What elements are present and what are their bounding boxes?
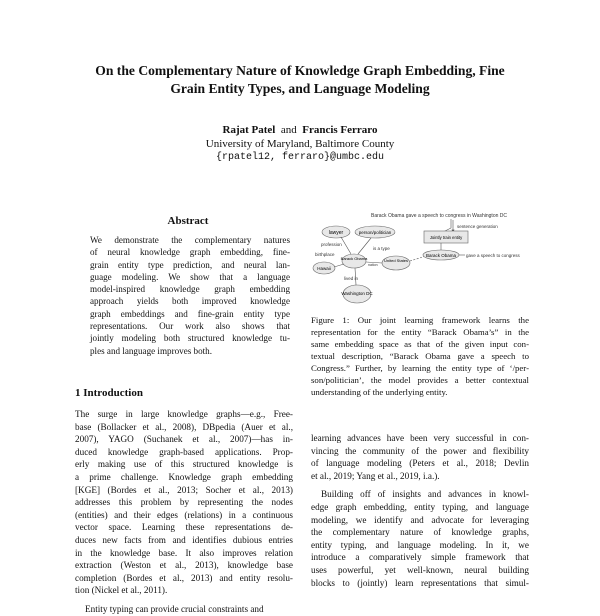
abstract-line: approach yields both improved knowledge xyxy=(90,296,290,307)
paper-title xyxy=(60,62,540,98)
edge-label: profession xyxy=(321,242,342,247)
abstract-line: representations. Our work also shows that xyxy=(90,321,290,332)
body-line: vector space. Learning these representations de- xyxy=(75,522,293,533)
body-line: tion (Nickel et al., 2011). xyxy=(75,585,168,596)
edge-line xyxy=(341,237,351,254)
body-line: Entity typing can provide crucial constraints and xyxy=(85,603,264,614)
abstract-line: ples and language improves both. xyxy=(90,345,212,356)
body-line: of language modeling (Peters et al., 2018; Devlin xyxy=(311,458,529,469)
author-block xyxy=(100,123,500,165)
caption-line: same embedding space as that of the given input con- xyxy=(311,339,529,349)
body-line: [KGE] (Bordes et al., 2013; Socher et al., 2013) xyxy=(75,484,293,495)
body-line: blocks to (jointly) learn representations that simul- xyxy=(311,577,529,588)
figure-caption xyxy=(311,314,529,398)
node-label: lawyer xyxy=(328,230,344,236)
right-column-text xyxy=(311,432,529,589)
affiliation: University of Maryland, Baltimore County xyxy=(205,138,395,150)
body-line: vincing the community of the power and flexibility xyxy=(311,445,529,456)
edge-label: gave a speech to congress xyxy=(466,253,520,258)
body-line: entity typing, and language modeling. In it, we xyxy=(311,539,529,550)
author-name: Francis Ferraro xyxy=(302,124,378,136)
section-heading-introduction: 1 Introduction xyxy=(75,387,143,399)
body-line: in the knowledge base. It also improves relation xyxy=(75,547,293,558)
node-label: Washington DC xyxy=(341,291,373,296)
body-line: modeling, we identify and advocate for leveraging xyxy=(311,514,529,525)
body-line: edge graph embedding, entity typing, and language xyxy=(311,501,529,512)
node-label: Barack Obama xyxy=(425,253,457,258)
edge-label: nation xyxy=(368,263,378,267)
edge-label: lived in xyxy=(344,276,359,281)
caption-line: representation for the entity “Barack Obama’s” in the xyxy=(311,327,529,337)
figure-sentence: Barack Obama gave a speech to congress in Washington DC xyxy=(371,213,507,219)
abstract-line: model-inspired knowledge graph embedding xyxy=(90,284,290,295)
edge-line xyxy=(334,264,344,267)
caption-line: understanding of the underlying entity. xyxy=(311,387,448,397)
body-line: addresses this problem by representing the nodes xyxy=(75,497,293,508)
node-label: United States xyxy=(383,258,409,263)
edge-label: is a type xyxy=(373,246,390,251)
title-line: Grain Entity Types, and Language Modeling xyxy=(170,81,430,96)
abstract-line: We demonstrate the complementary natures xyxy=(90,235,290,245)
body-line: introduce a comparatively simple framework that xyxy=(311,552,529,563)
abstract-line: guage modeling. We show that a language xyxy=(90,271,290,282)
author-name: Rajat Patel xyxy=(222,124,276,136)
title-line: On the Complementary Nature of Knowledge Graph Embedding, Fine xyxy=(95,63,505,78)
edge-line xyxy=(410,256,426,261)
node-label: Hawaii xyxy=(317,266,331,271)
abstract-body xyxy=(90,234,290,357)
author-and: and xyxy=(280,124,297,136)
body-line: duced knowledge graph-based applications. Prop- xyxy=(75,446,293,457)
node-label: person/politician xyxy=(358,230,392,235)
body-line: uses powerful, yet well-known, neural building xyxy=(311,564,529,575)
body-line: Building off of insights and advances in knowl- xyxy=(321,489,529,500)
abstract-line: of neural knowledge graph embedding, fine- xyxy=(90,247,290,258)
body-line: extraction (Weston et al., 2013), knowledge base xyxy=(75,560,293,571)
edge-label: birthplace xyxy=(315,252,335,257)
body-line: learning advances have been very successful in con- xyxy=(311,433,529,443)
edge-line xyxy=(358,238,371,254)
abstract-line: grain entity type prediction, and neural lan- xyxy=(90,259,290,270)
body-line: erly making use of this structured knowledge is xyxy=(75,459,293,470)
body-line: (entities) and their edges (relations) in a continuous xyxy=(75,509,293,520)
body-line: completion (Bordes et al., 2013) and entity resolu- xyxy=(75,572,293,583)
body-line: a prime challenge. Knowledge graph embedding xyxy=(75,471,293,482)
abstract-heading: Abstract xyxy=(167,215,209,227)
caption-line: son/politician’, the model provides a better contextual xyxy=(311,375,529,385)
body-line: The surge in large knowledge graphs—e.g., Free- xyxy=(75,409,293,419)
node-label: Barack Obama xyxy=(340,256,368,261)
caption-line: Figure 1: Our joint learning framework learns the xyxy=(311,315,529,325)
body-line: 2007), YAGO (Suchanek et al., 2007)—has in- xyxy=(75,434,293,445)
left-column-text xyxy=(75,408,293,616)
node-label: Jointly train entity xyxy=(429,235,463,240)
abstract-line: jointly modeling both structured knowledge tu- xyxy=(90,333,290,344)
body-line: duces new facts from and identifies dubious entries xyxy=(75,534,293,545)
figure-1-diagram xyxy=(311,208,536,308)
body-line: the complementary nature of knowledge graphs, xyxy=(311,527,529,538)
caption-line: Congress.” Further, by learning the entity type of ‘/per- xyxy=(311,363,529,373)
caption-line: textual description, “Barack Obama gave a speech to xyxy=(311,351,529,361)
abstract-line: graph embeddings and fine-grain entity type xyxy=(90,308,290,319)
edge-label: sentence generation xyxy=(457,224,498,229)
body-line: et al., 2019; Yang et al., 2019, i.a.). xyxy=(311,470,440,481)
body-line: base (Bollacker et al., 2008), DBpedia (Auer et al., xyxy=(75,421,293,432)
email: {rpatel12, ferraro}@umbc.edu xyxy=(215,152,385,163)
